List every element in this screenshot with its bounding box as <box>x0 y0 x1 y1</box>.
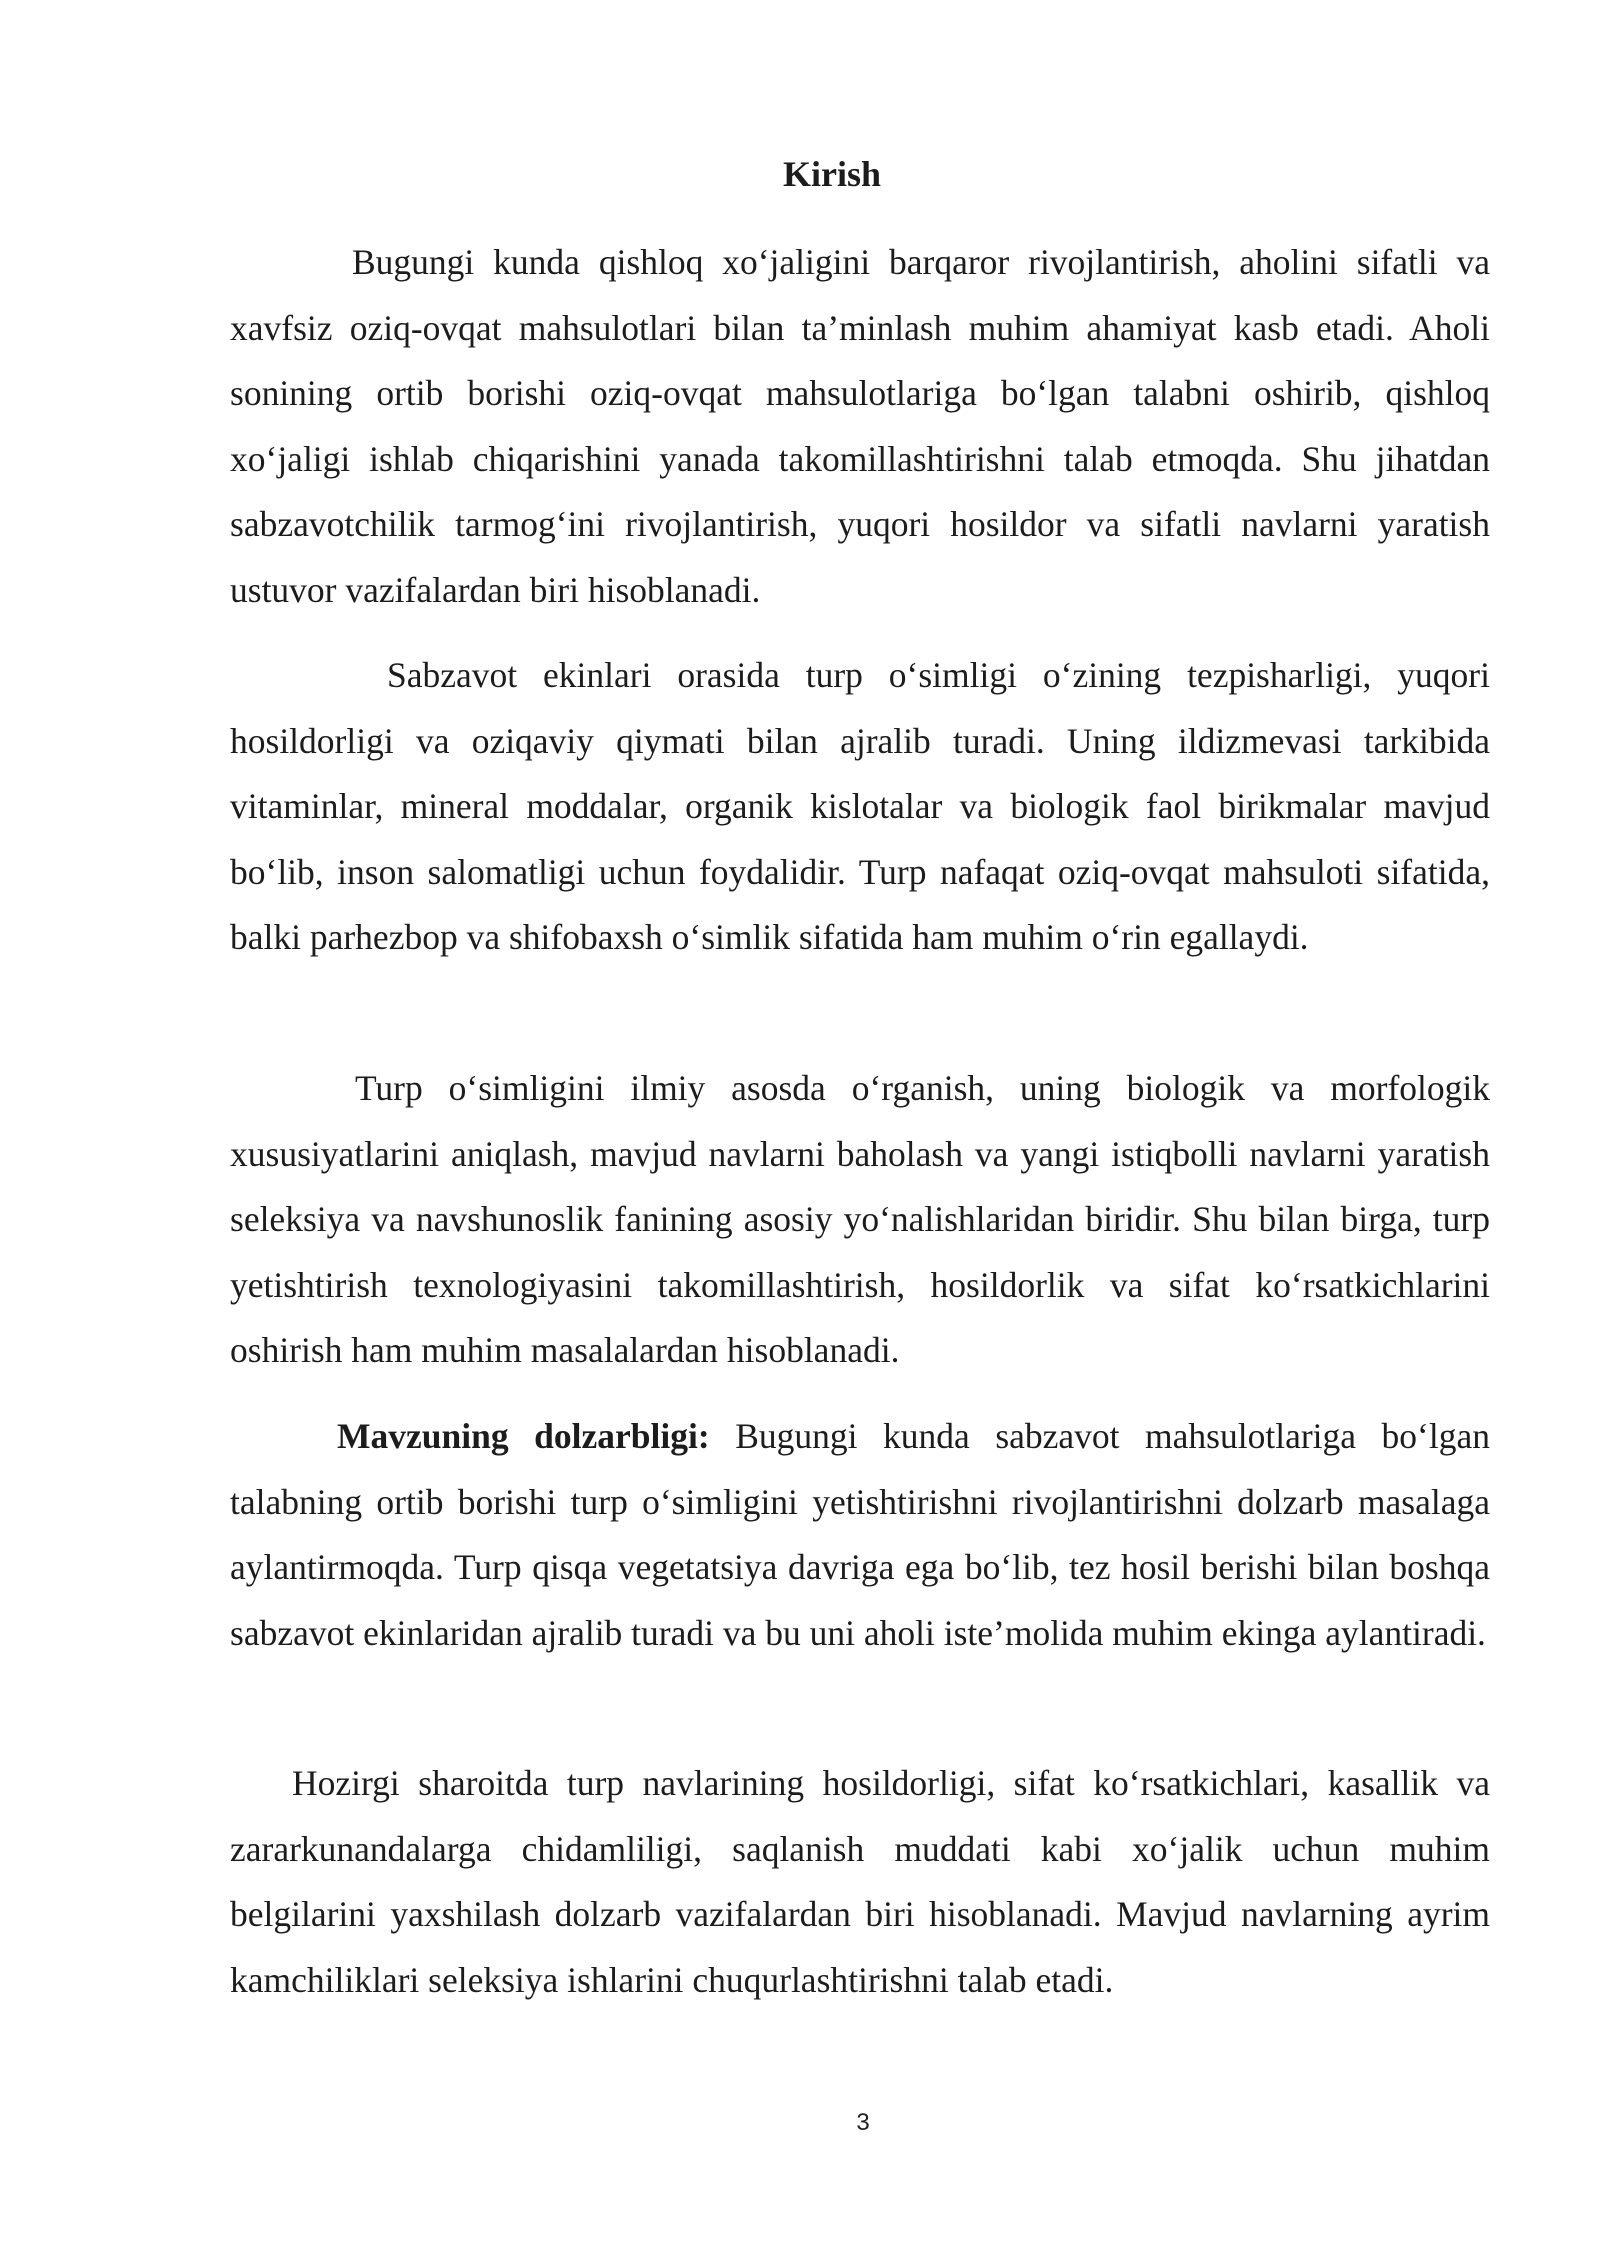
page-title: Kirish <box>782 154 881 194</box>
paragraph-turp-plant: Sabzavot ekinlari orasida turp o‘simligi o‘zining tezpisharligi, yuqori hosildorligi va oziqaviy qiymati bilan ajralib turadi. Uning ildizmevasi tarkibida vitaminlar, mineral moddalar, organik kislotalar va biologik faol birikmalar mavjud bo‘lib, inson salomatligi uchun foydalidir. Turp nafaqat oziq-ovqat mahsuloti sifatida, balki parhezbop va shifobaxsh o‘simlik sifatida ham muhim o‘rin egallaydi. <box>230 655 1490 957</box>
paragraph-current-conditions: Hozirgi sharoitda turp navlarining hosildorligi, sifat ko‘rsatkichlari, kasallik va zararkunandalarga chidamliligi, saqlanish muddati kabi xo‘jalik uchun muhim belgilarini yaxshilash dolzarb vazifalardan biri hisoblanadi. Mavjud navlarning ayrim kamchiliklari seleksiya ishlarini chuqurlashtirishni talab etadi. <box>230 1763 1490 2000</box>
paragraph-intro: Bugungi kunda qishloq xo‘jaligini barqaror rivojlantirish, aholini sifatli va xavfsiz oziq-ovqat mahsulotlari bilan ta’minlash muhim ahamiyat kasb etadi. Aholi sonining ortib borishi oziq-ovqat mahsulotlariga bo‘lgan talabni oshirib, qishloq xo‘jaligi ishlab chiqarishini yanada takomillashtirishni talab etmoqda. Shu jihatdan sabzavotchilik tarmog‘ini rivojlantirish, yuqori hosildor va sifatli navlarni yaratish ustuvor vazifalardan biri hisoblanadi. <box>230 242 1490 610</box>
paragraph-relevance <box>230 1404 1490 1666</box>
page-number: 3 <box>856 2109 870 2136</box>
relevance-heading: Mavzuning dolzarbligi: <box>337 1416 710 1456</box>
relevance-text: Bugungi kunda sabzavot mahsulotlariga bo‘lgan talabning ortib borishi turp o‘simligini yetishtirishni rivojlantirishni dolzarb masalaga aylantirmoqda. Turp qisqa vegetatsiya davriga ega bo‘lib, tez hosil berishi bilan boshqa sabzavot ekinlaridan ajralib turadi va bu uni aholi iste’molida muhim ekinga aylantiradi. <box>230 1416 1490 1653</box>
paragraph-research: Turp o‘simligini ilmiy asosda o‘rganish, uning biologik va morfologik xususiyatlarini aniqlash, mavjud navlarni baholash va yangi istiqbolli navlarni yaratish seleksiya va navshunoslik fanining asosiy yo‘nalishlaridan biridir. Shu bilan birga, turp yetishtirish texnologiyasini takomillashtirish, hosildorlik va sifat ko‘rsatkichlarini oshirish ham muhim masalalardan hisoblanadi. <box>230 1068 1490 1370</box>
